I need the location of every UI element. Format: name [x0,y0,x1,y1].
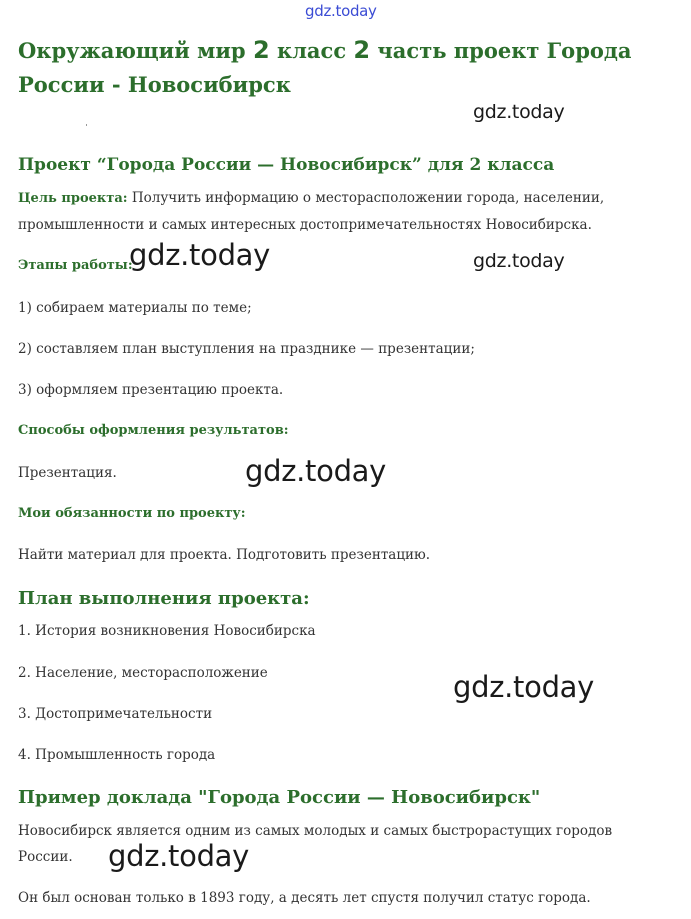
list-item: 1. История возникновения Новосибирска [18,623,316,639]
page-title: Окружающий мир 2 класс 2 часть проект Города России - Новосибирск [18,36,632,97]
watermark: gdz.today [108,839,250,873]
report-paragraph: Новосибирск является одним из самых молодых и самых быстрорастущих городов России. [18,823,613,865]
list-item: 4. Промышленность города [18,747,216,763]
result-forms-text: Презентация. [18,465,117,481]
list-item: 3) оформляем презентацию проекта. [18,382,284,398]
result-forms-label: Способы оформления результатов: [18,423,289,438]
goal-text: Получить информацию о месторасположении города, населении, промышленности и самых интересных достопримечательностях Новосибирска. [18,190,605,233]
watermark: gdz.today [453,670,595,704]
watermark-top: gdz.today [305,2,377,20]
list-item: 2. Население, месторасположение [18,665,268,681]
list-item: 2) составляем план выступления на празднике — презентации; [18,341,475,357]
watermark: gdz.today [473,250,565,272]
goal-paragraph [18,185,658,238]
duties-text: Найти материал для проекта. Подготовить презентацию. [18,547,431,563]
watermark: gdz.today [129,238,271,272]
report-paragraph: Он был основан только в 1893 году, а десять лет спустя получил статус города. [18,890,591,906]
goal-label: Цель проекта: [18,191,128,206]
duties-label: Мои обязанности по проекту: [18,506,246,521]
divider-dot [86,124,87,126]
list-item: 1) собираем материалы по теме; [18,300,252,316]
plan-heading: План выполнения проекта: [18,588,310,609]
report-heading: Пример доклада "Города России — Новосибирск" [18,787,541,808]
stages-label: Этапы работы: [18,258,133,273]
project-heading: Проект “Города России — Новосибирск” для 2 класса [18,155,555,175]
watermark: gdz.today [473,101,565,123]
list-item: 3. Достопримечательности [18,706,213,722]
watermark: gdz.today [245,454,387,488]
